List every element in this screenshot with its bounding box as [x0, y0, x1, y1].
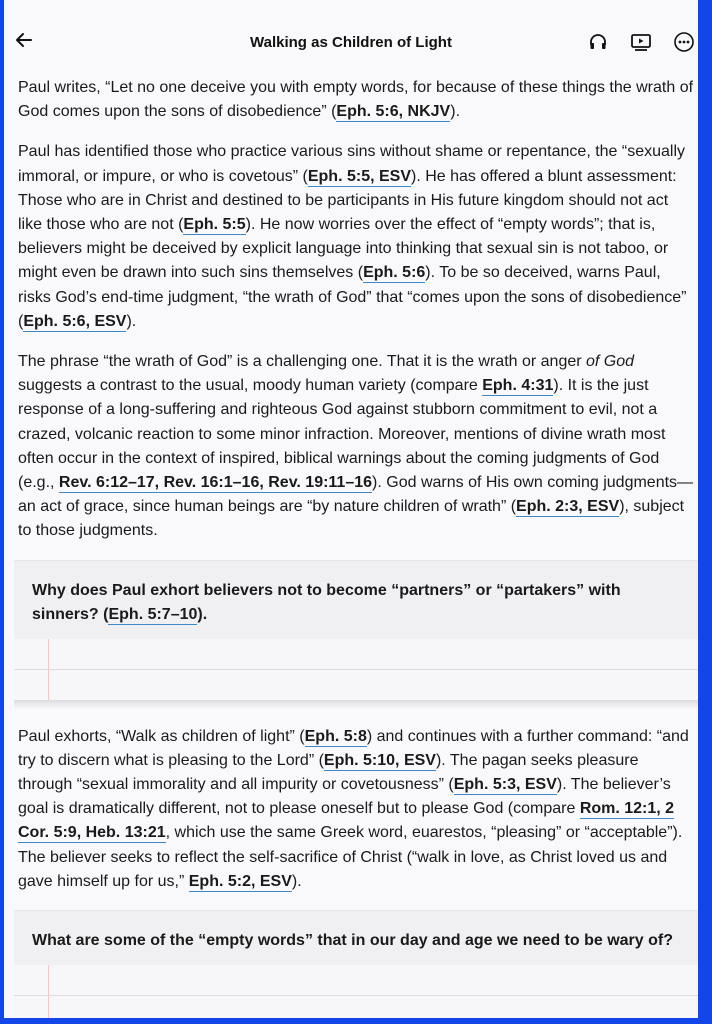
scripture-link[interactable]: Eph. 2:3, ESV: [516, 498, 620, 516]
scripture-link[interactable]: Eph. 5:2, ESV: [188, 872, 292, 890]
answer-area[interactable]: [14, 965, 698, 1018]
scripture-link[interactable]: Rev. 6:12–17, Rev. 16:1–16, Rev. 19:11–16: [58, 474, 373, 492]
scripture-link[interactable]: Eph. 5:5: [183, 216, 246, 234]
scripture-link[interactable]: Eph. 5:6, ESV: [23, 312, 127, 330]
page-title: Walking as Children of Light: [250, 34, 452, 51]
headphones-icon[interactable]: [586, 30, 610, 54]
scripture-link[interactable]: Eph. 5:8: [304, 727, 367, 745]
scripture-link[interactable]: Eph. 5:3, ESV: [453, 776, 557, 794]
paragraph: Paul has identified those who practice various sins without shame or repentance, the “sexually immoral, or impure, or who is covetous” (Eph. 5:5, ESV). He has offered a blunt assessment: Those who are in Christ and destined to be participants in His future kingdom should not act like those who are not (Eph. 5:5). He now worries over the effect of “empty words”; that is, believers might be deceived by explicit language into thinking that sexual sin is not taboo, or might even be drawn into such sins themselves (Eph. 5:6). To be so deceived, warns Paul, risks God’s end-time judgment, “the wrath of God” that “comes upon the sons of disobedience” (Eph. 5:6, ESV).: [18, 143, 687, 330]
scripture-link[interactable]: Eph. 5:5, ESV: [307, 167, 411, 185]
app-frame: [4, 0, 698, 1018]
discussion-question: Why does Paul exhort believers not to become “partners” or “partakers” with sinners? (Eph. 5:7–10).: [14, 560, 698, 639]
scripture-link[interactable]: Eph. 5:10, ESV: [323, 751, 436, 769]
answer-line[interactable]: [14, 670, 698, 701]
paragraph: Paul exhorts, “Walk as children of light” (Eph. 5:8) and continues with a further command: “and try to discern what is pleasing to the Lord” (Eph. 5:10, ESV). The pagan seeks pleasure through “sexual immorality and all impurity or covetousness” (Eph. 5:3, ESV). The believer’s goal is dramatically different, not to please oneself but to please God (compare Rom. 12:1, 2 Cor. 5:9, Heb. 13:21, which use the same Greek word, euarestos, “pleasing” or “acceptable”). The believer seeks to reflect the self-sacrifice of Christ (“walk in love, as Christ loved us and gave himself up for us,” Eph. 5:2, ESV).: [18, 727, 689, 890]
lesson-content: [18, 76, 694, 1018]
paragraph: The phrase “the wrath of God” is a challenging one. That it is the wrath or anger of God suggests a contrast to the usual, moody human variety (compare Eph. 4:31). It is the just response of a long-suffering and righteous God against stubborn commitment to evil, not a crazed, volcanic reaction to some minor infraction. Moreover, mentions of divine wrath most often occur in the context of inspired, biblical warnings about the coming judgments of God (e.g., Rev. 6:12–17, Rev. 16:1–16, Rev. 19:11–16). God warns of His own coming judgments—an act of grace, since human beings are “by nature children of wrath” (Eph. 2:3, ESV), subject to those judgments.: [18, 353, 694, 540]
divider: [14, 701, 698, 709]
video-icon[interactable]: [629, 30, 653, 54]
scripture-link[interactable]: Eph. 4:31: [482, 377, 554, 395]
answer-area[interactable]: [14, 639, 698, 701]
scripture-link[interactable]: Eph. 5:6: [363, 264, 426, 282]
top-bar: [4, 0, 698, 86]
scripture-link[interactable]: Rom. 12:1, 2 Cor. 5:9, Heb. 13:21: [18, 800, 675, 842]
answer-line[interactable]: [14, 965, 698, 996]
scripture-link[interactable]: Eph. 5:7–10: [108, 605, 198, 623]
discussion-question: What are some of the “empty words” that in our day and age we need to be wary of?: [14, 910, 698, 965]
paragraph: Paul writes, “Let no one deceive you with empty words, for because of these things the wrath of God comes upon the sons of disobedience” (Eph. 5:6, NKJV).: [18, 79, 694, 121]
answer-line[interactable]: [14, 996, 698, 1018]
more-icon[interactable]: [672, 30, 696, 54]
answer-line[interactable]: [14, 639, 698, 670]
scripture-link[interactable]: Eph. 5:6, NKJV: [336, 103, 451, 121]
